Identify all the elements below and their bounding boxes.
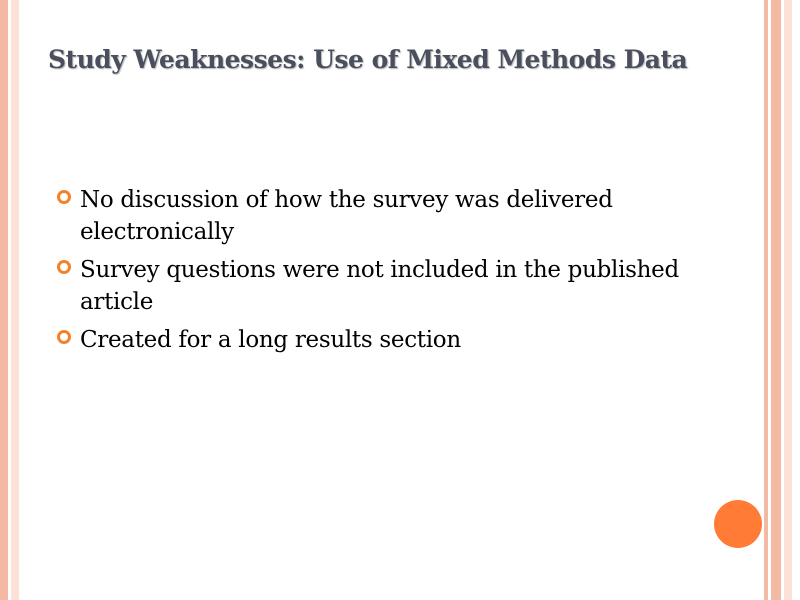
right-decorative-margin — [792, 0, 800, 600]
bullet-text: Survey questions were not included in the published article — [80, 257, 679, 315]
left-decorative-bar — [0, 0, 8, 600]
orange-ring-bullet-icon — [57, 330, 71, 344]
bullet-text: No discussion of how the survey was delivered electronically — [80, 187, 613, 245]
left-decorative-bar-light — [11, 0, 19, 600]
bullet-item — [56, 324, 696, 356]
right-decorative-bar-light — [784, 0, 792, 600]
slide-title: Study Weaknesses: Use of Mixed Methods Data — [48, 45, 688, 74]
bullet-list — [56, 184, 696, 362]
orange-ring-bullet-icon — [57, 190, 71, 204]
orange-ring-bullet-icon — [57, 260, 71, 274]
right-decorative-bar — [771, 0, 781, 600]
bullet-item — [56, 184, 696, 248]
bullet-item — [56, 254, 696, 318]
bullet-text: Created for a long results section — [80, 327, 461, 353]
orange-circle-decoration — [714, 500, 762, 548]
